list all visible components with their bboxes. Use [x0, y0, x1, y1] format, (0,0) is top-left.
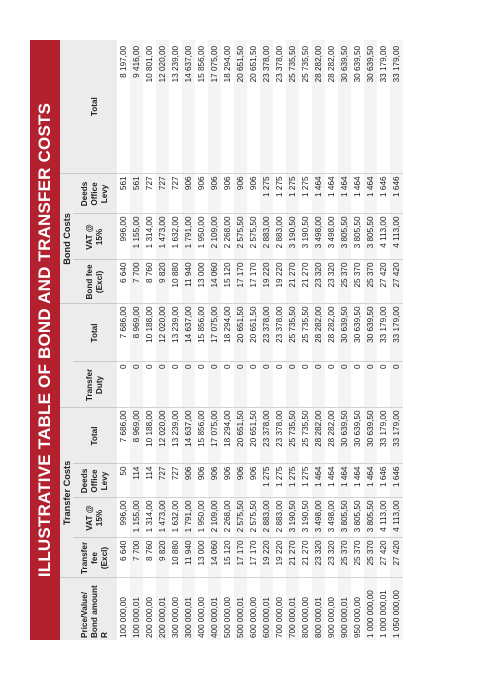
- table-cell: 17 170: [234, 260, 247, 304]
- table-cell: 2 883,00: [273, 214, 286, 260]
- table-cell: 23 320: [325, 260, 338, 304]
- table-cell: 19 220: [260, 260, 273, 304]
- table-cell: 33 179,00: [377, 40, 390, 174]
- table-cell: 2 883,00: [260, 498, 273, 538]
- table-cell: 28 282,00: [312, 40, 325, 174]
- table-cell: 906: [221, 174, 234, 214]
- table-cell: 906: [221, 464, 234, 498]
- table-cell: 3 805,50: [338, 498, 351, 538]
- column-header-7: Bond fee (Excl): [73, 260, 117, 304]
- table-cell: 23 320: [312, 260, 325, 304]
- table-cell: 14 637,00: [182, 40, 195, 174]
- table-cell: 906: [234, 464, 247, 498]
- table-cell: 28 282,00: [325, 40, 338, 174]
- table-cell: 727: [143, 174, 156, 214]
- column-header-4: Total: [73, 408, 117, 464]
- table-cell: 0: [338, 362, 351, 408]
- table-cell: 13 000: [195, 260, 208, 304]
- table-cell: 27 420: [390, 538, 403, 578]
- table-cell: 14 060: [208, 538, 221, 578]
- column-header-9: Deeds Office Levy: [73, 174, 117, 214]
- table-cell: 2 109,00: [208, 214, 221, 260]
- table-cell: 20 651,50: [234, 304, 247, 362]
- table-cell: 23 320: [325, 538, 338, 578]
- table-cell: 9 820: [156, 260, 169, 304]
- table-cell: 0: [182, 362, 195, 408]
- table-cell: 1 275: [286, 174, 299, 214]
- table-cell: 17 075,00: [208, 304, 221, 362]
- column-header-3: Deeds Office Levy: [73, 464, 117, 498]
- table-cell: 12 020,00: [156, 40, 169, 174]
- table-cell: 700 000,00: [275, 597, 284, 638]
- table-cell: 114: [143, 464, 156, 498]
- table-cell: 28 282,00: [325, 304, 338, 362]
- table-cell: 14 637,00: [182, 408, 195, 464]
- table-cell: 3 190,50: [286, 498, 299, 538]
- table-row: [156, 40, 169, 640]
- table-cell: 8 969,00: [130, 304, 143, 362]
- table-row: [390, 40, 403, 640]
- table-cell: 30 639,50: [338, 408, 351, 464]
- table-cell: 25 370: [338, 260, 351, 304]
- table-cell: 1 464: [325, 174, 338, 214]
- table-cell: 1 275: [273, 464, 286, 498]
- table-cell: 9 820: [156, 538, 169, 578]
- table-cell: 33 179,00: [390, 304, 403, 362]
- table-cell: 28 282,00: [312, 408, 325, 464]
- table-row: [221, 40, 234, 640]
- table-cell: 13 000: [195, 538, 208, 578]
- table-cell: 727: [169, 174, 182, 214]
- table-cell: 28 282,00: [325, 408, 338, 464]
- table-cell: 1 950,00: [195, 498, 208, 538]
- table-cell: 0: [143, 362, 156, 408]
- table-row: [299, 40, 312, 640]
- table-cell: 0: [260, 362, 273, 408]
- table-row: [260, 40, 273, 640]
- table-cell: 900 000,00: [327, 597, 336, 638]
- table-cell: 0: [351, 362, 364, 408]
- table-cell: 3 805,50: [364, 498, 377, 538]
- table-cell: 2 575,50: [247, 214, 260, 260]
- table-cell: 4 113,00: [377, 214, 390, 260]
- table-cell: 27 420: [377, 260, 390, 304]
- table-cell: 27 420: [390, 260, 403, 304]
- table-cell: 15 856,00: [195, 304, 208, 362]
- table-row: [130, 40, 143, 640]
- table-cell: 23 320: [312, 538, 325, 578]
- table-cell: 8 760: [143, 260, 156, 304]
- group-header-bond-costs: Bond Costs: [60, 174, 73, 304]
- table-cell: 3 805,50: [351, 214, 364, 260]
- column-header-1: Transfer fee (Excl): [73, 538, 117, 578]
- table-row: [247, 40, 260, 640]
- table-cell: 23 378,00: [273, 408, 286, 464]
- table-cell: 906: [182, 174, 195, 214]
- table-row: [325, 40, 338, 640]
- table-cell: 21 270: [299, 538, 312, 578]
- table-cell: 19 220: [273, 260, 286, 304]
- table-cell: 800 000,01: [312, 578, 325, 640]
- table-cell: 25 735,50: [286, 40, 299, 174]
- table-cell: 9 416,00: [130, 40, 143, 174]
- table-cell: 17 170: [247, 538, 260, 578]
- table-cell: 3 805,50: [351, 498, 364, 538]
- table-cell: 8 197,00: [117, 40, 130, 174]
- table-cell: 906: [208, 464, 221, 498]
- column-header-2: VAT @ 15%: [73, 498, 117, 538]
- column-header-5: Transfer Duty: [73, 362, 117, 408]
- table-cell: 30 639,50: [338, 40, 351, 174]
- table-cell: 21 270: [286, 538, 299, 578]
- table-cell: 996,00: [117, 214, 130, 260]
- table-cell: 30 639,50: [364, 40, 377, 174]
- table-cell: 23 378,00: [273, 40, 286, 174]
- table-cell: 20 651,50: [247, 408, 260, 464]
- table-cell: 3 190,50: [299, 498, 312, 538]
- table-cell: 1 000 000,00: [364, 578, 377, 640]
- table-cell: 1 314,00: [143, 214, 156, 260]
- table-cell: 0: [377, 362, 390, 408]
- table-cell: 3 498,00: [325, 498, 338, 538]
- table-cell: 1 314,00: [143, 498, 156, 538]
- table-cell: 2 268,00: [221, 214, 234, 260]
- table-cell: 561: [130, 174, 143, 214]
- table-cell: 0: [312, 362, 325, 408]
- table-cell: 2 268,00: [221, 498, 234, 538]
- table-cell: 1 791,00: [182, 214, 195, 260]
- table-cell: 6 640: [117, 538, 130, 578]
- table-cell: 1 275: [260, 174, 273, 214]
- table-cell: 1 632,00: [169, 498, 182, 538]
- column-header-row: [73, 40, 117, 640]
- table-cell: 1 464: [364, 464, 377, 498]
- table-row: [364, 40, 377, 640]
- table-cell: 400 000,01: [208, 578, 221, 640]
- table-cell: 1 275: [260, 464, 273, 498]
- column-header-6: Total: [73, 304, 117, 362]
- table-cell: 950 000,00: [353, 597, 362, 638]
- table-cell: 23 378,00: [260, 408, 273, 464]
- table-cell: 25 370: [338, 538, 351, 578]
- table-cell: 15 856,00: [195, 40, 208, 174]
- table-cell: 2 575,50: [234, 498, 247, 538]
- table-cell: 13 239,00: [169, 40, 182, 174]
- table-cell: 1 000 000,01: [379, 590, 388, 638]
- table-cell: 114: [130, 464, 143, 498]
- table-row: [169, 40, 182, 640]
- table-cell: 700 000,01: [286, 578, 299, 640]
- cost-table: [60, 40, 403, 640]
- table-cell: 500 000,01: [234, 578, 247, 640]
- table-cell: 25 370: [351, 260, 364, 304]
- table-cell: 996,00: [117, 498, 130, 538]
- table-cell: 3 498,00: [312, 214, 325, 260]
- table-cell: 18 294,00: [221, 304, 234, 362]
- table-cell: 4 113,00: [390, 214, 403, 260]
- table-cell: 1 632,00: [169, 214, 182, 260]
- table-cell: 28 282,00: [312, 304, 325, 362]
- table-cell: 0: [208, 362, 221, 408]
- table-cell: 23 378,00: [273, 304, 286, 362]
- table-cell: 1 464: [351, 174, 364, 214]
- table-cell: 3 498,00: [325, 214, 338, 260]
- table-cell: 18 294,00: [221, 408, 234, 464]
- table-cell: 300 000,01: [182, 578, 195, 640]
- table-cell: 8 969,00: [130, 408, 143, 464]
- table-cell: 0: [130, 362, 143, 408]
- table-cell: 17 170: [247, 260, 260, 304]
- table-cell: 2 109,00: [208, 498, 221, 538]
- table-cell: 1 646: [377, 174, 390, 214]
- table-cell: 27 420: [377, 538, 390, 578]
- table-cell: 17 075,00: [208, 40, 221, 174]
- table-cell: 14 637,00: [182, 304, 195, 362]
- table-cell: 1 155,00: [130, 498, 143, 538]
- column-header-0: Price/Value/ Bond amount R: [73, 578, 117, 640]
- table-row: [234, 40, 247, 640]
- table-cell: 1 473,00: [156, 498, 169, 538]
- table-cell: 18 294,00: [221, 40, 234, 174]
- table-cell: 10 880: [169, 538, 182, 578]
- table-cell: 2 575,50: [234, 214, 247, 260]
- table-cell: 906: [247, 174, 260, 214]
- table-cell: 1 646: [390, 174, 403, 214]
- rotated-page: [30, 40, 450, 640]
- table-row: [195, 40, 208, 640]
- table-cell: 13 239,00: [169, 408, 182, 464]
- table-cell: 100 000,01: [130, 578, 143, 640]
- table-cell: 1 473,00: [156, 214, 169, 260]
- table-cell: 25 735,50: [299, 304, 312, 362]
- table-cell: 1 464: [351, 464, 364, 498]
- table-cell: 33 179,00: [377, 408, 390, 464]
- table-cell: 600 000,00: [249, 597, 258, 638]
- table-cell: 12 020,00: [156, 304, 169, 362]
- table-cell: 25 735,50: [286, 304, 299, 362]
- table-row: [182, 40, 195, 640]
- table-cell: 0: [273, 362, 286, 408]
- table-cell: 1 275: [299, 174, 312, 214]
- table-cell: 400 000,00: [197, 597, 206, 638]
- table-cell: 50: [117, 464, 130, 498]
- table-row: [117, 40, 130, 640]
- table-cell: 11 940: [182, 260, 195, 304]
- table-cell: 727: [169, 464, 182, 498]
- table-cell: 1 464: [312, 464, 325, 498]
- table-cell: 10 880: [169, 260, 182, 304]
- table-cell: 1 050 000,00: [390, 578, 403, 640]
- table-cell: 11 940: [182, 538, 195, 578]
- table-cell: 0: [221, 362, 234, 408]
- table-cell: 1 275: [299, 464, 312, 498]
- group-header-blank-middle: [60, 304, 73, 408]
- table-cell: 0: [364, 362, 377, 408]
- table-cell: 25 735,50: [286, 408, 299, 464]
- table-cell: 8 760: [143, 538, 156, 578]
- table-cell: 906: [247, 464, 260, 498]
- table-cell: 23 378,00: [260, 304, 273, 362]
- group-header-blank-end: [60, 40, 73, 174]
- table-row: [143, 40, 156, 640]
- table-cell: 727: [156, 174, 169, 214]
- table-cell: 10 188,00: [143, 304, 156, 362]
- table-cell: 3 805,50: [338, 214, 351, 260]
- column-header-8: VAT @ 15%: [73, 214, 117, 260]
- table-cell: 906: [195, 464, 208, 498]
- table-cell: 30 639,50: [351, 40, 364, 174]
- table-cell: 19 220: [260, 538, 273, 578]
- table-cell: 19 220: [273, 538, 286, 578]
- table-row: [351, 40, 364, 640]
- table-cell: 30 639,50: [364, 304, 377, 362]
- table-cell: 15 856,00: [195, 408, 208, 464]
- table-cell: 30 639,50: [351, 304, 364, 362]
- table-cell: 0: [325, 362, 338, 408]
- table-cell: 906: [234, 174, 247, 214]
- table-cell: 0: [299, 362, 312, 408]
- table-cell: 0: [195, 362, 208, 408]
- table-cell: 1 464: [338, 174, 351, 214]
- table-row: [208, 40, 221, 640]
- table-cell: 561: [117, 174, 130, 214]
- table-cell: 3 190,50: [299, 214, 312, 260]
- group-header-blank: [60, 578, 73, 640]
- table-cell: 7 700: [130, 260, 143, 304]
- document-title: ILLUSTRATIVE TABLE OF BOND AND TRANSFER COSTS: [30, 40, 60, 640]
- table-cell: 0: [247, 362, 260, 408]
- table-cell: 1 464: [364, 174, 377, 214]
- table-cell: 500 000,00: [223, 597, 232, 638]
- table-cell: 2 883,00: [260, 214, 273, 260]
- table-cell: 7 700: [130, 538, 143, 578]
- table-row: [312, 40, 325, 640]
- table-cell: 1 464: [325, 464, 338, 498]
- table-cell: 25 735,50: [299, 408, 312, 464]
- table-cell: 20 651,50: [247, 304, 260, 362]
- table-cell: 4 113,00: [390, 498, 403, 538]
- table-cell: 2 575,50: [247, 498, 260, 538]
- table-cell: 1 155,00: [130, 214, 143, 260]
- table-cell: 1 275: [286, 464, 299, 498]
- table-row: [338, 40, 351, 640]
- table-cell: 6 640: [117, 260, 130, 304]
- table-cell: 17 170: [234, 538, 247, 578]
- table-cell: 25 370: [364, 260, 377, 304]
- table-cell: 21 270: [299, 260, 312, 304]
- table-cell: 12 020,00: [156, 408, 169, 464]
- table-cell: 800 000,00: [301, 597, 310, 638]
- table-cell: 30 639,50: [338, 304, 351, 362]
- table-cell: 13 239,00: [169, 304, 182, 362]
- table-cell: 300 000,00: [171, 597, 180, 638]
- group-header-row: [60, 40, 73, 640]
- table-cell: 0: [156, 362, 169, 408]
- table-cell: 1 646: [377, 464, 390, 498]
- table-cell: 3 190,50: [286, 214, 299, 260]
- table-cell: 0: [117, 362, 130, 408]
- table-cell: 10 801,00: [143, 40, 156, 174]
- table-cell: 0: [169, 362, 182, 408]
- table-cell: 0: [390, 362, 403, 408]
- table-cell: 3 498,00: [312, 498, 325, 538]
- table-cell: 14 060: [208, 260, 221, 304]
- table-cell: 4 113,00: [377, 498, 390, 538]
- table-cell: 30 639,50: [364, 408, 377, 464]
- table-cell: 1 791,00: [182, 498, 195, 538]
- table-cell: 7 686,00: [117, 408, 130, 464]
- group-header-transfer-costs: Transfer Costs: [60, 408, 73, 578]
- table-cell: 100 000,00: [119, 597, 128, 638]
- table-cell: 906: [208, 174, 221, 214]
- table-cell: 1 464: [312, 174, 325, 214]
- table-cell: 906: [182, 464, 195, 498]
- table-row: [377, 40, 390, 640]
- table-cell: 200 000,00: [145, 597, 154, 638]
- table-cell: 1 950,00: [195, 214, 208, 260]
- table-cell: 33 179,00: [390, 40, 403, 174]
- table-cell: 25 735,50: [299, 40, 312, 174]
- table-cell: 0: [286, 362, 299, 408]
- table-row: [273, 40, 286, 640]
- table-cell: 727: [156, 464, 169, 498]
- table-cell: 20 651,50: [234, 40, 247, 174]
- table-cell: 30 639,50: [351, 408, 364, 464]
- table-cell: 0: [234, 362, 247, 408]
- table-cell: 200 000,01: [156, 578, 169, 640]
- table-cell: 2 883,00: [273, 498, 286, 538]
- table-cell: 23 378,00: [260, 40, 273, 174]
- table-cell: 20 651,50: [247, 40, 260, 174]
- table-cell: 21 270: [286, 260, 299, 304]
- table-cell: 10 188,00: [143, 408, 156, 464]
- table-cell: 1 646: [390, 464, 403, 498]
- table-cell: 15 120: [221, 538, 234, 578]
- table-cell: 25 370: [351, 538, 364, 578]
- table-cell: 25 370: [364, 538, 377, 578]
- table-cell: 17 075,00: [208, 408, 221, 464]
- table-cell: 33 179,00: [390, 408, 403, 464]
- table-cell: 1 275: [273, 174, 286, 214]
- table-body: [117, 40, 403, 640]
- table-cell: 906: [195, 174, 208, 214]
- table-cell: 7 686,00: [117, 304, 130, 362]
- table-cell: 600 000,01: [260, 578, 273, 640]
- table-cell: 15 120: [221, 260, 234, 304]
- table-cell: 900 000,01: [338, 578, 351, 640]
- table-row: [286, 40, 299, 640]
- table-cell: 33 179,00: [377, 304, 390, 362]
- table-cell: 1 464: [338, 464, 351, 498]
- column-header-10: Total: [73, 40, 117, 174]
- table-cell: 20 651,50: [234, 408, 247, 464]
- table-cell: 3 805,50: [364, 214, 377, 260]
